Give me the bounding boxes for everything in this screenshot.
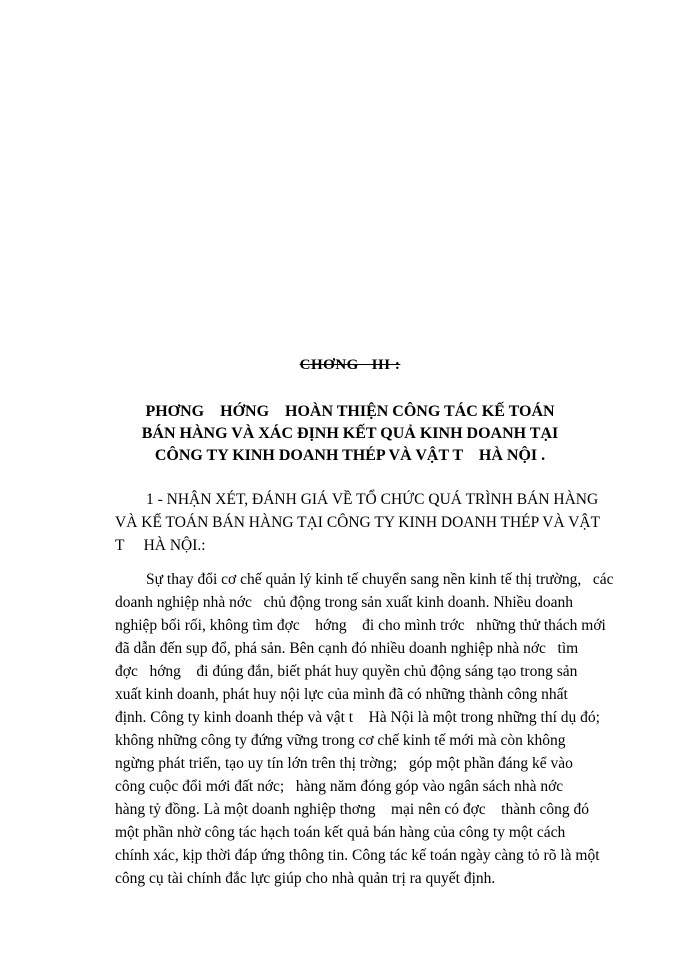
paragraph-line: doanh nghiệp nhà nớc chủ động trong sản xuất kinh doanh. Nhiều doanh	[115, 594, 574, 611]
paragraph-line: ngừng phát triển, tạo uy tín lớn trên thị trờng; góp một phần đáng kể vào	[115, 755, 573, 772]
paragraph-line: nghiệp bối rối, không tìm đợc hớng đi cho mình trớc những thử thách mới	[115, 617, 606, 634]
paragraph-line: đã dẫn đến sụp đổ, phá sản. Bên cạnh đó nhiều doanh nghiệp nhà nớc tìm	[115, 640, 579, 657]
paragraph-line: định. Công ty kinh doanh thép và vật t Hà Nội là một trong những thí dụ đó;	[115, 709, 600, 726]
section-heading-line: VÀ KẾ TOÁN BÁN HÀNG TẠI CÔNG TY KINH DOANH THÉP VÀ VẬT	[115, 514, 601, 531]
chapter-heading: CHƠNG III :	[299, 357, 401, 373]
paragraph-line: hàng tỷ đồng. Là một doanh nghiệp thơng mại nên có đợc thành công đó	[115, 801, 589, 818]
title-line: BÁN HÀNG VÀ XÁC ĐỊNH KẾT QUẢ KINH DOANH TẠI	[141, 425, 559, 442]
chapter-title	[100, 401, 600, 467]
paragraph-line: không những công ty đứng vững trong cơ chế kinh tế mới mà còn không	[115, 732, 566, 749]
section-heading-line: 1 - NHẬN XÉT, ĐÁNH GIÁ VỀ TỔ CHỨC QUÁ TRÌNH BÁN HÀNG	[146, 491, 599, 508]
paragraph-line: Sự thay đổi cơ chế quản lý kinh tế chuyển sang nền kinh tế thị trường, các	[146, 571, 614, 588]
paragraph-line: một phần nhờ công tác hạch toán kết quả bán hàng của công ty một cách	[115, 824, 566, 841]
body-paragraph	[115, 568, 615, 890]
paragraph-line: chính xác, kịp thời đáp ứng thông tin. Công tác kế toán ngày càng tỏ rõ là một	[115, 847, 600, 864]
title-line: CÔNG TY KINH DOANH THÉP VÀ VẬT T HÀ NỘI .	[154, 447, 546, 464]
paragraph-line: công cụ tài chính đắc lực giúp cho nhà quản trị ra quyết định.	[115, 870, 496, 887]
paragraph-line: công cuộc đổi mới đất nớc; hàng năm đóng góp vào ngân sách nhà nớc	[115, 778, 564, 795]
section-heading	[115, 488, 615, 557]
paragraph-line: đợc hớng đi đúng đắn, biết phát huy quyền chủ động sáng tạo trong sản	[115, 663, 578, 680]
title-line: PHƠNG HỚNG HOÀN THIỆN CÔNG TÁC KẾ TOÁN	[145, 403, 555, 420]
section-heading-line: T HÀ NỘI.:	[115, 537, 206, 554]
paragraph-line: xuất kinh doanh, phát huy nội lực của mình đã có những thành công nhất	[115, 686, 568, 703]
